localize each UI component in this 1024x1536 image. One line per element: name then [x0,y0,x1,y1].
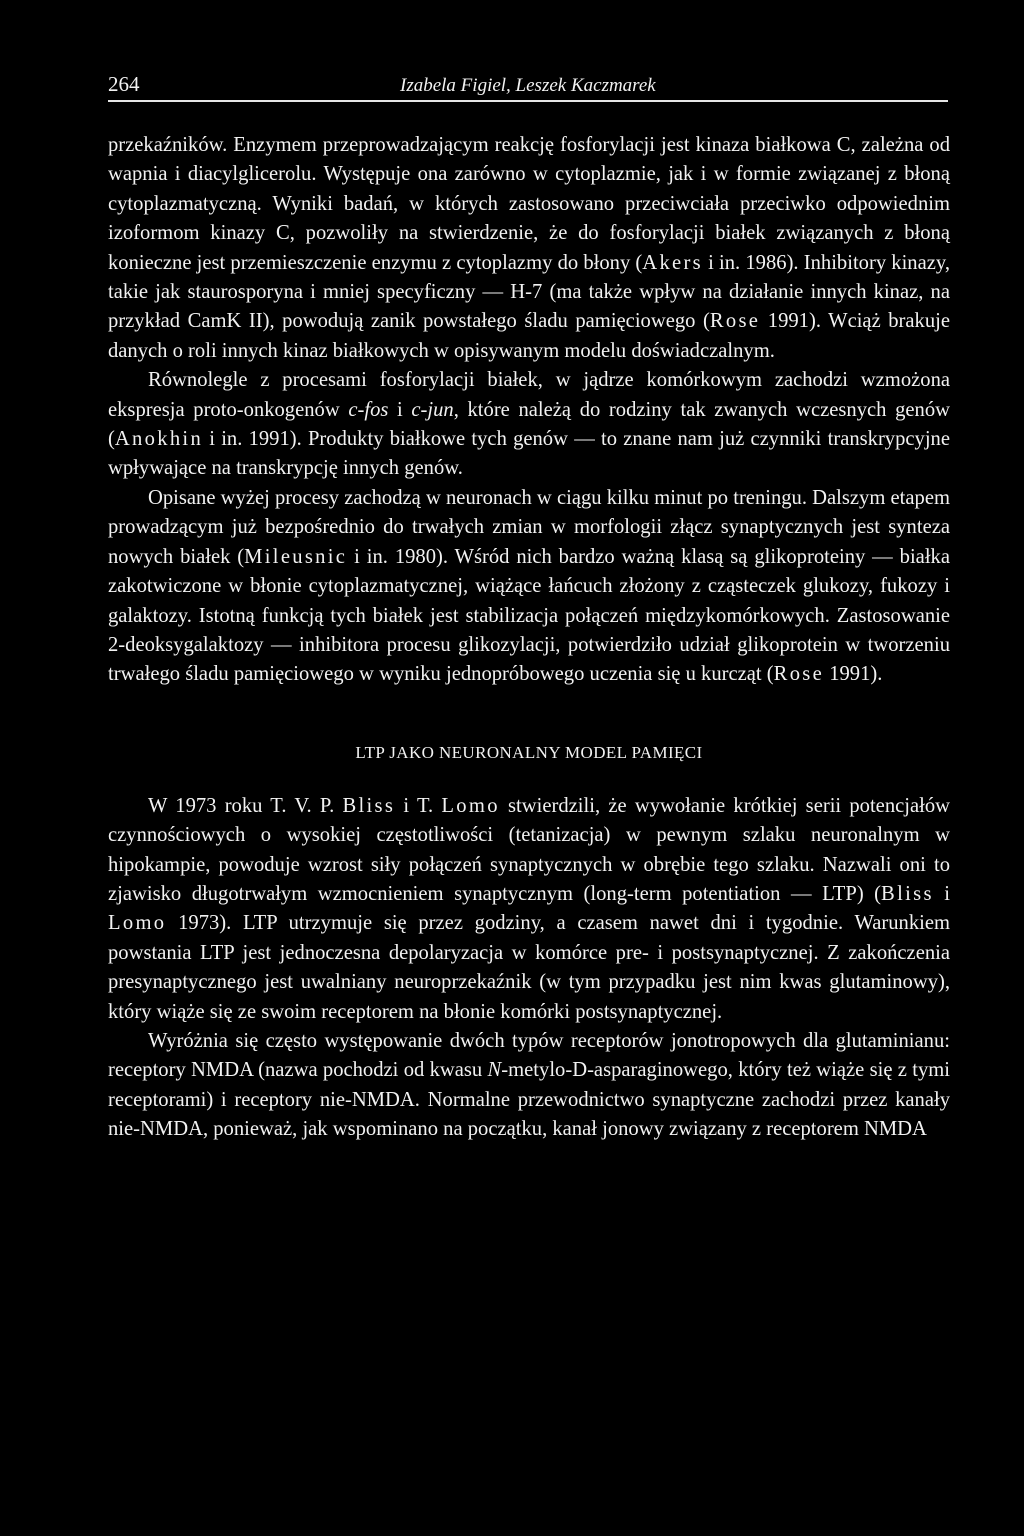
text-run: Wyróżnia się często występowanie dwóch typów receptorów jonotropowych dla glutaminianu: receptory NMDA (nazwa pochodzi od kwasu [108,1029,950,1082]
citation-author: Lomo [108,912,167,935]
paragraph-ltp-discovery [108,792,950,1027]
citation-author: Rose [709,310,761,333]
text-run: , które należą do rodziny tak zwanych wczesnych genów ( [108,398,950,451]
text-run: 1991). [824,663,883,686]
citation-author: Mileusnic [244,545,348,568]
text-run: i T. [395,794,442,817]
text-run: i in. 1980). Wśród nich bardzo ważną klasą są glikoproteiny — białka zakotwiczone w błonie cytoplazmatycznej, wiążące łańcuch złożony z cząsteczek glukozy, fukozy i galaktozy. Istotną funkcją tych białek jest stabilizacja połączeń międzykomórkowych. Zastosowanie 2-deoksygalaktozy — inhibitora procesu glikozylacji, potwierdziło udział glikoprotein w tworzeniu trwałego śladu pamięciowego w wyniku jednopróbowego uczenia się u kurcząt ( [108,545,950,686]
text-run: 1973). LTP utrzymuje się przez godziny, a czasem nawet dni i tygodnie. Warunkiem powstania LTP jest jednoczesna depolaryzacja w komórce pre- i postsynaptycznej. Z zakończenia presynaptycznego jest uwalniany neuroprzekaźnik (w tym przypadku jest nim kwas glutaminowy), który wiąże się ze swoim receptorem na błonie komórki postsynaptycznej. [108,912,950,1023]
paragraph-glycoproteins [108,484,950,690]
citation-author: Bliss [342,794,396,817]
page-header [108,72,948,102]
chemical-prefix: N [487,1059,502,1082]
paragraph-kinase-c [108,131,950,366]
citation-author: Anokhin [114,428,204,451]
gene-name: c-jun [411,398,454,421]
text-run: W 1973 roku T. V. P. [148,794,343,817]
chemical-prefix: D [572,1059,588,1082]
citation-author: Akers [642,251,703,274]
paragraph-nmda-receptors [108,1027,950,1145]
text-run: Opisane wyżej procesy zachodzą w neuronach w ciągu kilku minut po treningu. Dalszym etapem prowadzącym już bezpośrednio do trwałych zmian w morfologii złącz synaptycznych jest synteza nowych białek ( [108,486,950,568]
text-run: -metylo- [501,1059,573,1082]
citation-author: Rose [773,663,825,686]
page-number: 264 [108,72,140,96]
text-run: i [933,882,950,905]
body-text [108,131,950,1145]
text-run: i in. 1991). Produkty białkowe tych genów — to znane nam już czynniki transkrypcyjne wpływające na transkrypcję innych genów. [108,428,950,480]
citation-author: Bliss [881,882,934,905]
running-head-authors: Izabela Figiel, Leszek Kaczmarek [400,75,656,96]
text-run: stwierdzili, że wywołanie krótkiej serii potencjałów czynnościowych o wysokiej częstotliwości (tetanizacja) w pewnym szlaku neuronalnym w hipokampie, powoduje wzrost siły połączeń synaptycznych w obrębie tego szlaku. Nazwali oni to zjawisko długotrwałym wzmocnieniem synaptycznym (long-term potentiation — LTP) ( [108,794,951,905]
paragraph-proto-oncogenes [108,366,950,484]
section-heading: LTP JAKO NEURONALNY MODEL PAMIĘCI [355,742,703,762]
text-run: -asparaginowego, który też wiąże się z tymi receptorami) i receptory nie-NMDA. Normalne przewodnictwo synaptyczne zachodzi przez kanały nie-NMDA, ponieważ, jak wspominano na początku, kanał jonowy związany z receptorem NMDA [108,1059,950,1141]
text-run: przekaźników. Enzymem przeprowadzającym reakcję fosforylacji jest kinaza białkowa C, zależna od wapnia i diacylglicerolu. Występuje ona zarówno w cytoplazmie, jak i w formie związanej z błoną cytoplazmatyczną. Wyniki badań, w których zastosowano przeciwciała przeciwko odpowiednim izoformom kinazy C, pozwoliły na stwierdzenie, że do fosforylacji białek związanych z błoną konieczne jest przemieszczenie enzymu z cytoplazmy do błony ( [108,134,950,274]
text-run: Równolegle z procesami fosforylacji białek, w jądrze komórkowym zachodzi wzmożona ekspresja proto-onkogenów [108,369,950,421]
text-run: 1991). Wciąż brakuje danych o roli innych kinaz białkowych w opisywanym modelu doświadczalnym. [108,310,950,362]
text-run: i [388,398,412,421]
gene-name: c-fos [348,398,389,421]
text-run: i in. 1986). Inhibitory kinazy, takie jak staurosporyna i mniej specyficzny — H-7 (ma także wpływ na działanie innych kinaz, na przykład CamK II), powodują zanik powstałego śladu pamięciowego ( [108,251,950,333]
citation-author: Lomo [441,794,500,817]
